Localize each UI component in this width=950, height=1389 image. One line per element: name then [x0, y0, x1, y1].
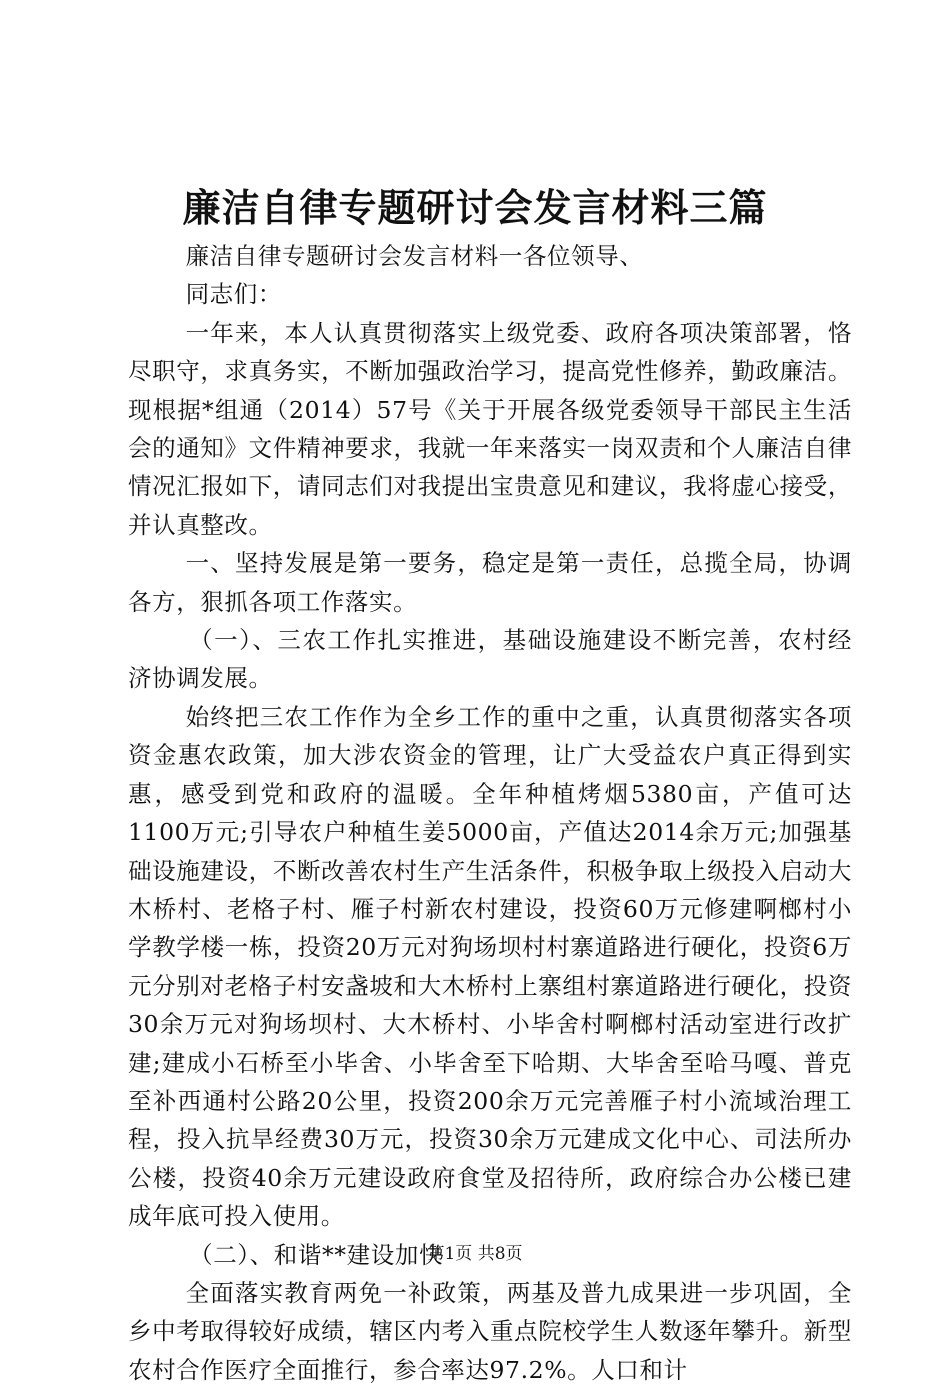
- page-number-footer: 第1页 共8页: [427, 1244, 523, 1264]
- body-paragraph-agriculture: 始终把三农工作作为全乡工作的重中之重，认真贯彻落实各项资金惠农政策，加大涉农资金的管理，让广大受益农户真正得到实惠，感受到党和政府的温暖。全年种植烤烟5380亩，产值可达1100万元;引导农户种植生姜5000亩，产值达2014余万元;加强基础设施建设，不断改善农村生产生活条件，积极争取上级投入启动大木桥村、老格子村、雁子村新农村建设，投资60万元修建啊榔村小学教学楼一栋，投资20万元对狗场坝村村寨道路进行硬化，投资6万元分别对老格子村安盏坡和大木桥村上寨组村寨道路进行硬化，投资30余万元对狗场坝村、大木桥村、小毕舍村啊榔村活动室进行改扩建;建成小石桥至小毕舍、小毕舍至下哈期、大毕舍至哈马嘎、普克至补西通村公路20公里，投资200余万元完善雁子村小流域治理工程，投入抗旱经费30万元，投资30余万元建成文化中心、司法所办公楼，投资40余万元建设政府食堂及招待所，政府综合办公楼已建成年底可投入使用。: [128, 702, 852, 1231]
- subsection-heading-1: （一）、三农工作扎实推进，基础设施建设不断完善，农村经济协调发展。: [128, 626, 852, 693]
- document-body: [128, 237, 852, 1389]
- subsection-heading-2: （二）、和谐**建设加快: [189, 1240, 444, 1269]
- body-paragraph-education: 全面落实教育两免一补政策，两基及普九成果进一步巩固，全乡中考取得较好成绩，辖区内考入重点院校学生人数逐年攀升。新型农村合作医疗全面推行，参合率达97.2%。人口和计: [128, 1278, 852, 1384]
- section-heading-1: 一、坚持发展是第一要务，稳定是第一责任，总揽全局，协调各方，狠抓各项工作落实。: [128, 549, 852, 616]
- document-title: 廉洁自律专题研讨会发言材料三篇: [182, 186, 768, 230]
- intro-line: 廉洁自律专题研讨会发言材料一各位领导、: [185, 242, 644, 270]
- salutation: 同志们：: [185, 280, 282, 309]
- opening-paragraph: 一年来，本人认真贯彻落实上级党委、政府各项决策部署，恪尽职守，求真务实，不断加强政治学习，提高党性修养，勤政廉洁。现根据*组通（2014）57号《关于开展各级党委领导干部民主生活会的通知》文件精神要求，我就一年来落实一岗双责和个人廉洁自律情况汇报如下，请同志们对我提出宝贵意见和建议，我将虚心接受，并认真整改。: [128, 318, 852, 539]
